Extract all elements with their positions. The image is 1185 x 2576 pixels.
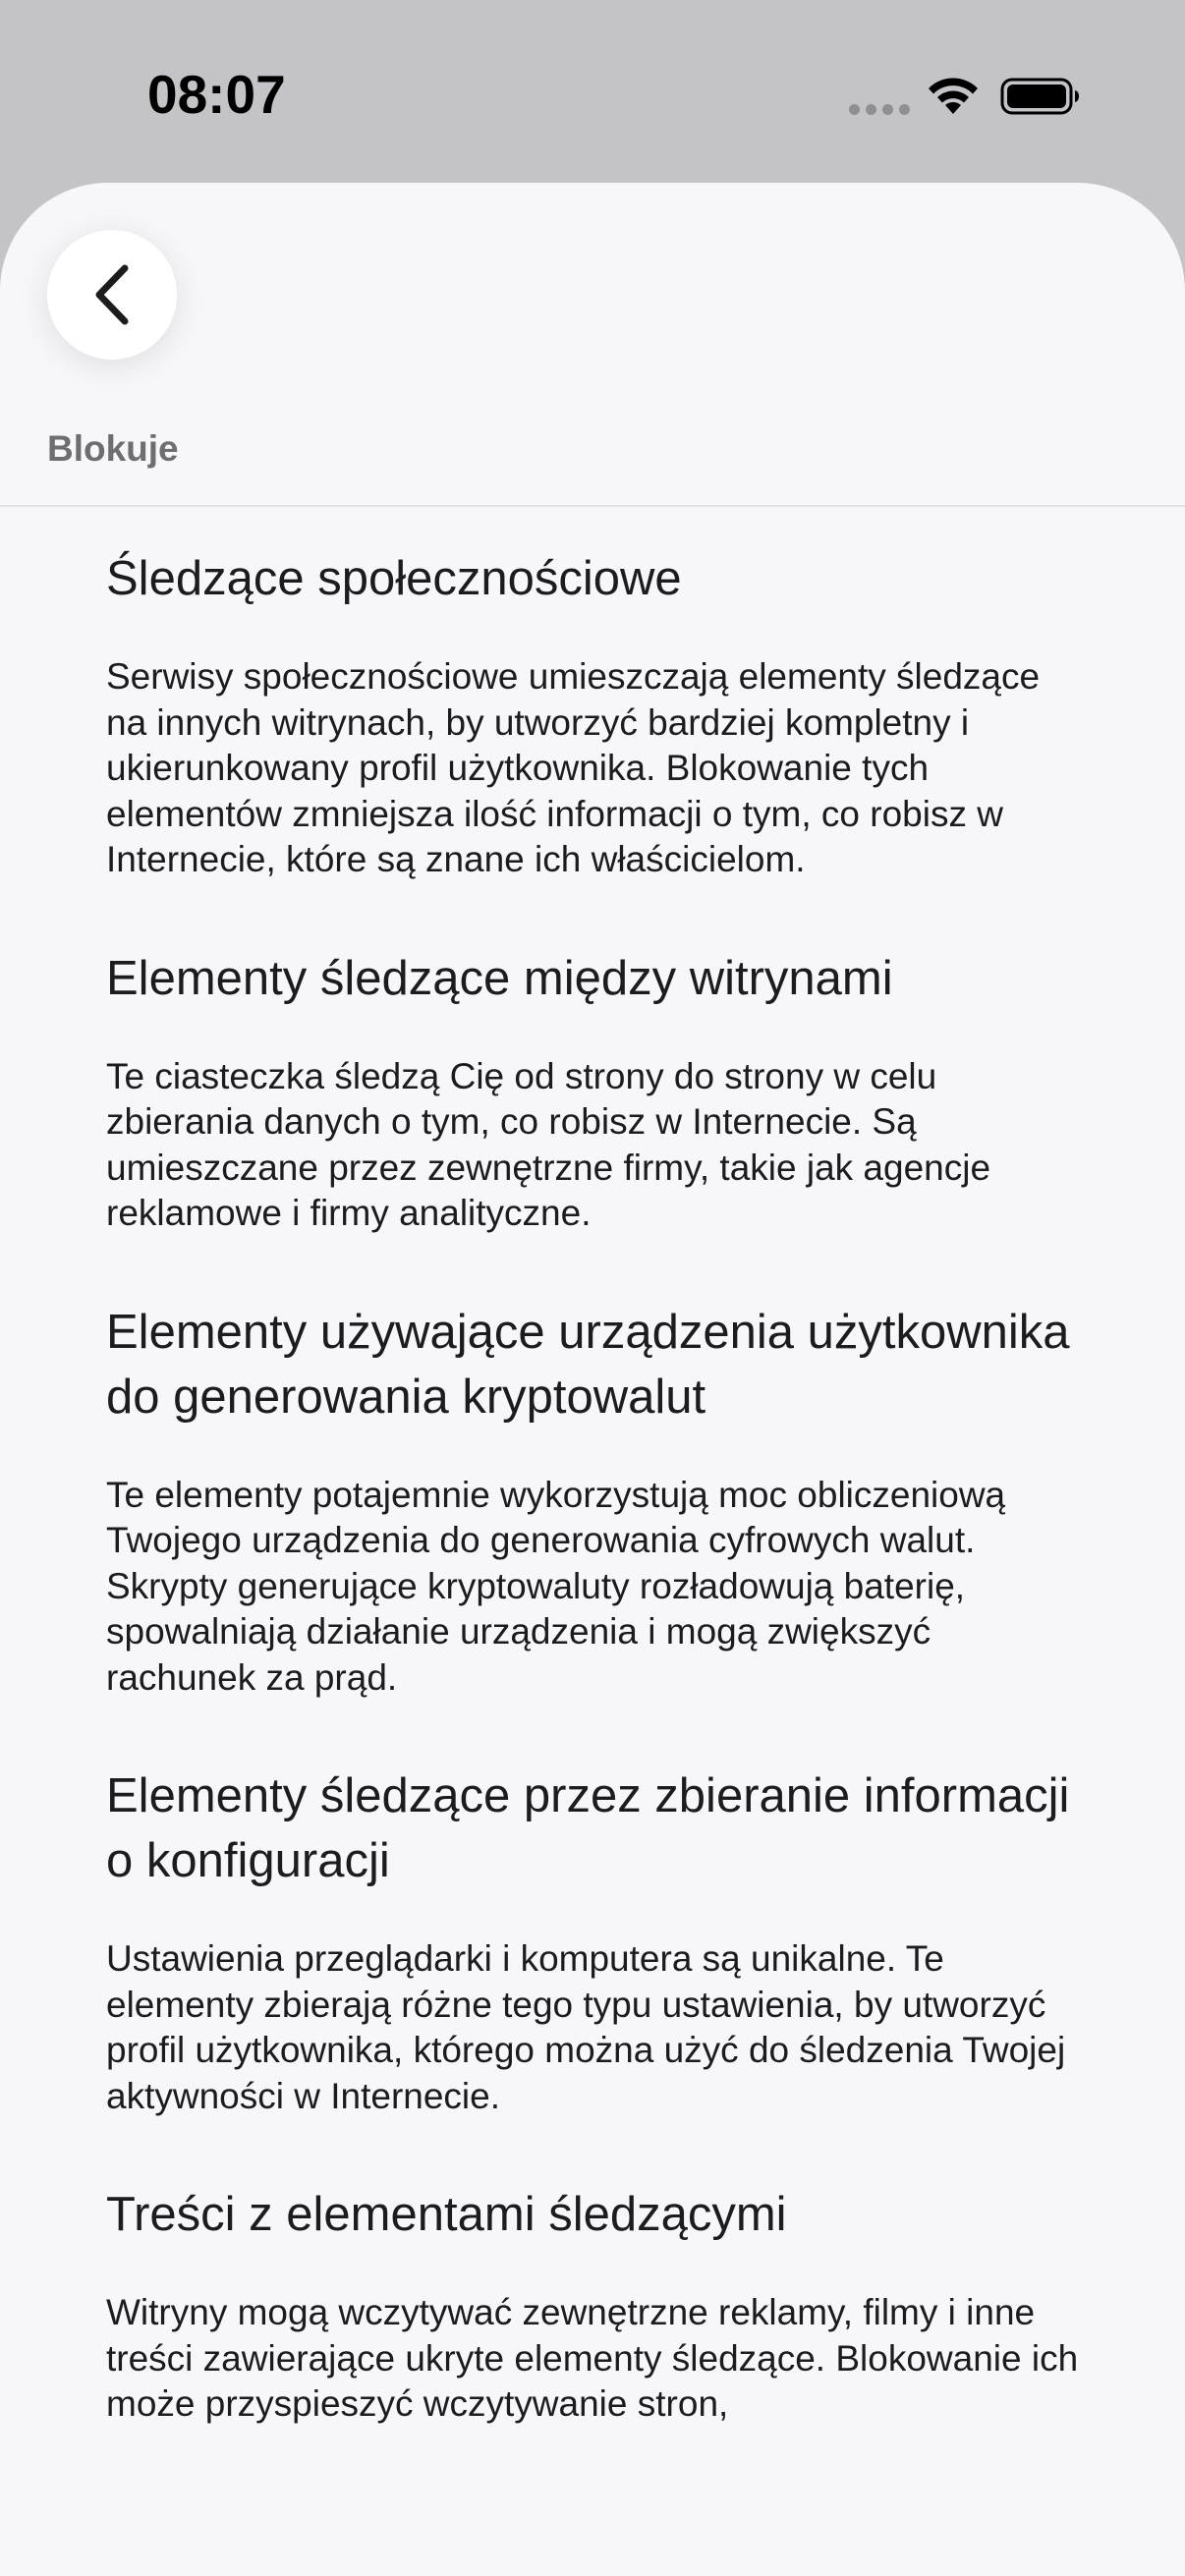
list-item xyxy=(106,546,1089,883)
list-item xyxy=(106,1764,1089,2119)
cellular-signal-icon xyxy=(849,104,910,115)
wifi-icon xyxy=(926,77,981,116)
tracking-protection-sheet xyxy=(0,183,1185,2576)
item-title: Elementy śledzące między witrynami xyxy=(106,951,893,1005)
item-title: Elementy używające urządzenia użytkownika do generowania kryptowalut xyxy=(106,1305,1070,1424)
item-title: Śledzące społecznościowe xyxy=(106,552,682,605)
status-bar xyxy=(0,0,1185,183)
blocked-items-list xyxy=(106,546,1089,2491)
list-item xyxy=(106,1300,1089,1702)
item-title: Elementy śledzące przez zbieranie informacji o konfiguracji xyxy=(106,1769,1070,1887)
item-description: Serwisy społecznościowe umieszczają elementy śledzące na innych witrynach, by utworzyć bardziej kompletny i ukierunkowany profil użytkownika. Blokowanie tych elementów zmniejsza ilość informacji o tym, co robisz w Internecie, które są znane ich właścicielom. xyxy=(106,656,1041,879)
list-item xyxy=(106,946,1089,1237)
item-description: Ustawienia przeglądarki i komputera są unikalne. Te elementy zbierają różne tego typu ustawienia, by utworzyć profil użytkownika, którego można użyć do śledzenia Twojej aktywności w Internecie. xyxy=(106,1938,1066,2116)
battery-icon xyxy=(1000,77,1081,116)
divider xyxy=(0,505,1185,507)
status-time: 08:07 xyxy=(147,64,286,125)
item-description: Te elementy potajemnie wykorzystują moc obliczeniową Twojego urządzenia do generowania cyfrowych walut. Skrypty generujące kryptowaluty rozładowują baterię, spowalniają działanie urządzenia i mogą zwiększyć rachunek za prąd. xyxy=(106,1474,1006,1698)
item-description: Te ciasteczka śledzą Cię od strony do strony w celu zbierania danych o tym, co robisz w Internecie. Są umieszczane przez zewnętrzne firmy, takie jak agencje reklamowe i firmy analityczne. xyxy=(106,1055,991,1233)
section-header: Blokuje xyxy=(47,428,179,469)
list-item xyxy=(106,2182,1089,2428)
item-description: Witryny mogą wczytywać zewnętrzne reklamy, filmy i inne treści zawierające ukryte elementy śledzące. Blokowanie ich może przyspieszyć wczytywanie stron, xyxy=(106,2292,1079,2424)
item-title: Treści z elementami śledzącymi xyxy=(106,2188,787,2241)
back-button[interactable] xyxy=(47,230,177,360)
chevron-left-icon xyxy=(89,264,135,325)
